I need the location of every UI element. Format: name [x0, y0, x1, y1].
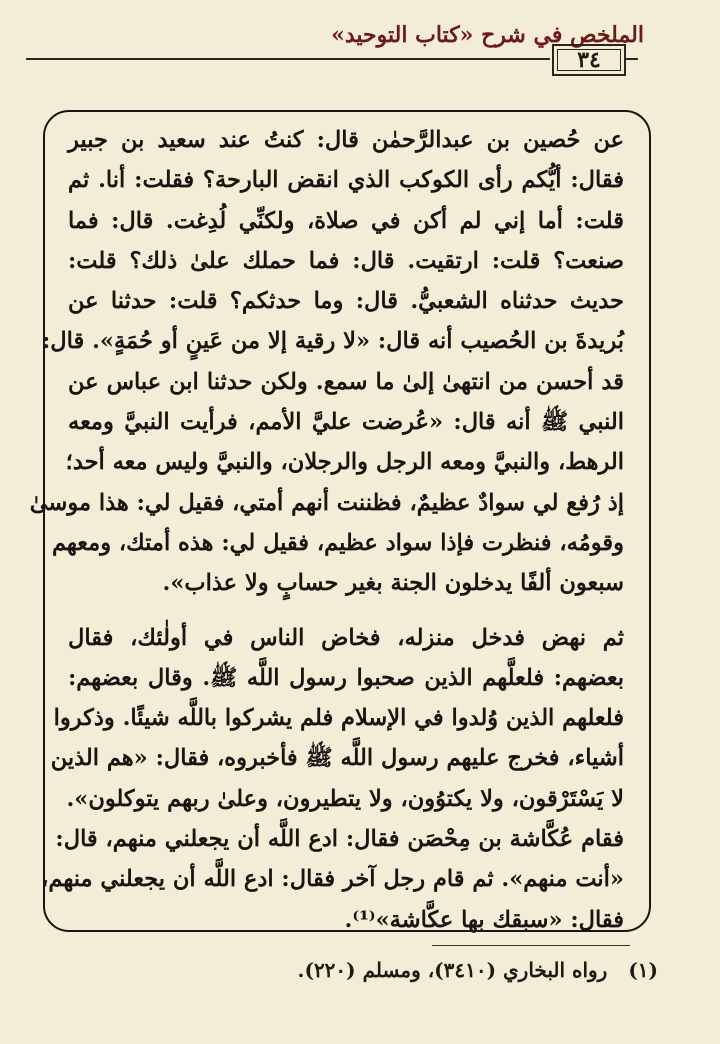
footnote-text: رواه البخاري (٣٤١٠)، ومسلم (٢٢٠). [297, 958, 608, 982]
footnote [58, 958, 658, 982]
text-line: فقال: أيُّكم رأى الكوكب الذي انقض البارحة؟ فقلت: أنا. ثم [68, 167, 624, 194]
text-line: قد أحسن من انتهىٰ إلىٰ ما سمع. ولكن حدثنا ابن عباس عن [68, 368, 624, 395]
text-line: إذ رُفع لي سوادٌ عظيمٌ، فظننت أنهم أمتي، فقيل لي: هذا موسىٰ [29, 489, 624, 516]
footnote-marker: (١) [628, 958, 658, 982]
quote-text [29, 120, 624, 940]
text-line: حديث حدثناه الشعبيُّ. قال: وما حدثكم؟ قلت: حدثنا عن [68, 288, 624, 315]
text-line: ثم نهض فدخل منزله، فخاض الناس في أولٰئك، فقال [68, 624, 624, 651]
text-line: لا يَسْتَرْقون، ولا يكتوُون، ولا يتطيرون، وعلىٰ ربهم يتوكلون». [66, 785, 624, 812]
text-line: الرهط، والنبيَّ ومعه الرجل والرجلان، والنبيَّ وليس معه أحد؛ [65, 449, 624, 476]
text-line: بُريدةَ بن الحُصيب أنه قال: «لا رقية إلا من عَينٍ أو حُمَةٍ». قال: [41, 328, 624, 355]
text-line: وقومُه، فنظرت فإذا سواد عظيم، فقيل لي: هذه أمتك، ومعهم [51, 529, 624, 556]
page-number-text: ٣٤ [577, 47, 601, 73]
running-title: الملخص في شرح «كتاب التوحيد» [331, 22, 644, 48]
text-line: النبي ﷺ أنه قال: «عُرضت عليَّ الأمم، فرأيت النبيَّ ومعه [68, 409, 624, 436]
quote-paragraph-1 [29, 120, 624, 604]
page-number [552, 44, 626, 76]
text-line: فقال: «سبقك بها عكَّاشة»⁽¹⁾. [344, 906, 624, 933]
quote-paragraph-2 [41, 618, 624, 940]
text-line: عن حُصين بن عبدالرَّحمٰن قال: كنتُ عند سعيد بن جبير [68, 127, 624, 153]
text-line: سبعون ألفًا يدخلون الجنة بغير حسابٍ ولا عذاب». [162, 570, 624, 597]
text-line: «أنت منهم». ثم قام رجل آخر فقال: ادع اللَّه أن يجعلني منهم، [41, 866, 624, 893]
text-line: صنعت؟ قلت: ارتقيت. قال: فما حملك علىٰ ذلك؟ قلت: [68, 247, 624, 274]
page-header [0, 0, 720, 80]
text-line: فلعلهم الذين وُلدوا في الإسلام فلم يشركوا باللَّه شيئًا. وذكروا [53, 705, 624, 732]
text-line: بعضهم: فلعلَّهم الذين صحبوا رسول اللَّه ﷺ. وقال بعضهم: [68, 664, 624, 691]
text-line: فقام عُكَّاشة بن مِحْصَن فقال: ادع اللَّه أن يجعلني منهم، قال: [55, 826, 624, 853]
text-line: قلت: أما إني لم أكن في صلاة، ولكنِّي لُدِغت. قال: فما [68, 207, 624, 234]
text-line: أشياء، فخرج عليهم رسول اللَّه ﷺ فأخبروه، فقال: «هم الذين [50, 745, 624, 772]
header-rule-right [624, 58, 638, 60]
footnote-separator [432, 945, 630, 946]
header-rule-left [26, 58, 550, 60]
